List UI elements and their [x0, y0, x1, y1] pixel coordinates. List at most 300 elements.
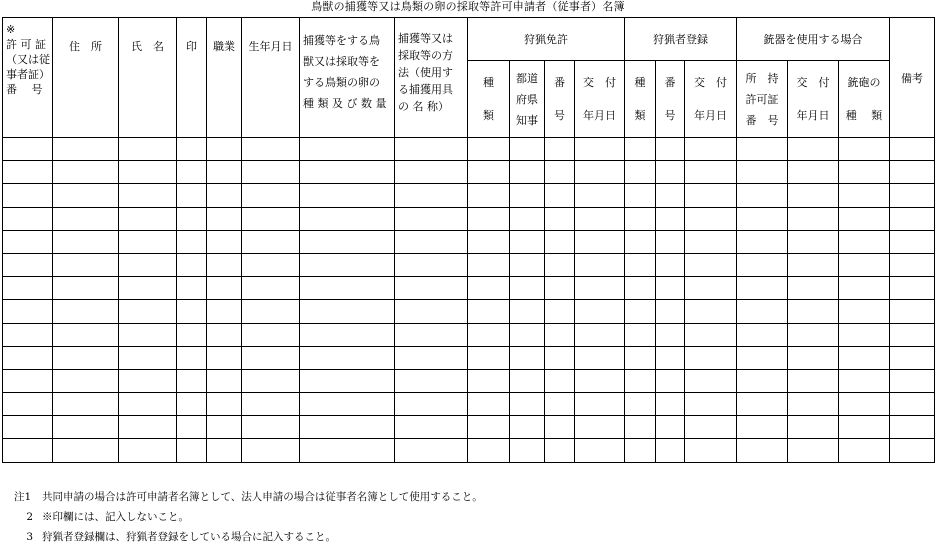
entry-cell[interactable]: [575, 207, 625, 230]
entry-cell[interactable]: [737, 161, 788, 184]
entry-cell[interactable]: [242, 346, 300, 369]
entry-cell[interactable]: [890, 323, 935, 346]
entry-cell[interactable]: [242, 439, 300, 462]
entry-cell[interactable]: [300, 207, 395, 230]
entry-cell[interactable]: [53, 161, 119, 184]
header-line: 交 付: [796, 76, 830, 89]
entry-cell[interactable]: [685, 184, 737, 207]
header-line: 年月日: [583, 109, 616, 122]
entry-cell[interactable]: [545, 207, 575, 230]
entry-cell[interactable]: [575, 184, 625, 207]
entry-cell[interactable]: [788, 323, 839, 346]
entry-cell[interactable]: [839, 393, 890, 416]
entry-cell[interactable]: [545, 300, 575, 323]
entry-cell[interactable]: [300, 161, 395, 184]
entry-cell[interactable]: [177, 369, 207, 392]
entry-cell[interactable]: [242, 161, 300, 184]
entry-cell[interactable]: [575, 416, 625, 439]
entry-cell[interactable]: [545, 138, 575, 161]
header-line: 許可証: [745, 92, 779, 106]
entry-cell[interactable]: [177, 439, 207, 462]
entry-cell[interactable]: [788, 161, 839, 184]
entry-cell[interactable]: [468, 161, 510, 184]
entry-row: [3, 277, 935, 300]
entry-cell[interactable]: [575, 393, 625, 416]
entry-cell[interactable]: [625, 393, 656, 416]
header-occupation: 職業: [207, 18, 242, 138]
entry-cell[interactable]: [839, 253, 890, 276]
entry-cell[interactable]: [839, 138, 890, 161]
entry-cell[interactable]: [242, 393, 300, 416]
entry-cell[interactable]: [685, 138, 737, 161]
header-seal: 印: [177, 18, 207, 138]
header-line: 府県: [516, 92, 538, 106]
entry-cell[interactable]: [177, 277, 207, 300]
entry-cell[interactable]: [656, 393, 685, 416]
entry-cell[interactable]: [3, 184, 53, 207]
entry-cell[interactable]: [242, 253, 300, 276]
entry-cell[interactable]: [300, 439, 395, 462]
entry-cell[interactable]: [685, 161, 737, 184]
page-title: 鳥獣の捕獲等又は鳥類の卵の採取等許可申請者（従事者）名簿: [311, 0, 625, 13]
entry-cell[interactable]: [119, 184, 177, 207]
entry-cell[interactable]: [53, 346, 119, 369]
entry-cell[interactable]: [545, 161, 575, 184]
entry-cell[interactable]: [468, 277, 510, 300]
entry-cell[interactable]: [242, 230, 300, 253]
entry-cell[interactable]: [53, 277, 119, 300]
note-number: 2: [26, 511, 33, 523]
entry-cell[interactable]: [177, 346, 207, 369]
entry-cell[interactable]: [177, 207, 207, 230]
entry-cell[interactable]: [625, 346, 656, 369]
entry-cell[interactable]: [575, 230, 625, 253]
entry-cell[interactable]: [737, 393, 788, 416]
entry-cell[interactable]: [3, 416, 53, 439]
entry-cell[interactable]: [575, 161, 625, 184]
entry-cell[interactable]: [510, 300, 545, 323]
entry-cell[interactable]: [207, 369, 242, 392]
entry-cell[interactable]: [737, 184, 788, 207]
entry-cell[interactable]: [300, 300, 395, 323]
entry-cell[interactable]: [788, 184, 839, 207]
entry-cell[interactable]: [839, 300, 890, 323]
entry-cell[interactable]: [737, 138, 788, 161]
entry-cell[interactable]: [788, 253, 839, 276]
entry-cell[interactable]: [788, 300, 839, 323]
entry-cell[interactable]: [685, 277, 737, 300]
entry-cell[interactable]: [207, 393, 242, 416]
entry-cell[interactable]: [788, 416, 839, 439]
entry-cell[interactable]: [468, 323, 510, 346]
entry-cell[interactable]: [207, 323, 242, 346]
entry-cell[interactable]: [395, 323, 468, 346]
entry-cell[interactable]: [737, 300, 788, 323]
entry-cell[interactable]: [242, 184, 300, 207]
entry-cell[interactable]: [737, 253, 788, 276]
header-line: 交 付: [583, 76, 616, 89]
entry-cell[interactable]: [656, 416, 685, 439]
entry-cell[interactable]: [656, 369, 685, 392]
entry-cell[interactable]: [207, 277, 242, 300]
entry-cell[interactable]: [119, 439, 177, 462]
entry-cell[interactable]: [788, 277, 839, 300]
entry-cell[interactable]: [207, 439, 242, 462]
entry-cell[interactable]: [510, 393, 545, 416]
entry-cell[interactable]: [737, 369, 788, 392]
entry-cell[interactable]: [119, 207, 177, 230]
entry-cell[interactable]: [890, 253, 935, 276]
entry-cell[interactable]: [177, 393, 207, 416]
entry-cell[interactable]: [207, 161, 242, 184]
entry-cell[interactable]: [468, 416, 510, 439]
entry-cell[interactable]: [207, 230, 242, 253]
entry-cell[interactable]: [3, 369, 53, 392]
entry-cell[interactable]: [656, 346, 685, 369]
header-line: 号: [664, 109, 676, 122]
entry-cell[interactable]: [839, 323, 890, 346]
entry-cell[interactable]: [575, 253, 625, 276]
entry-cell[interactable]: [207, 300, 242, 323]
entry-cell[interactable]: [656, 161, 685, 184]
entry-cell[interactable]: [656, 277, 685, 300]
entry-cell[interactable]: [300, 416, 395, 439]
entry-cell[interactable]: [685, 323, 737, 346]
entry-cell[interactable]: [545, 184, 575, 207]
entry-cell[interactable]: [685, 346, 737, 369]
entry-cell[interactable]: [575, 369, 625, 392]
entry-cell[interactable]: [788, 230, 839, 253]
entry-cell[interactable]: [788, 393, 839, 416]
entry-cell[interactable]: [685, 416, 737, 439]
entry-cell[interactable]: [177, 253, 207, 276]
entry-cell[interactable]: [300, 277, 395, 300]
entry-cell[interactable]: [625, 323, 656, 346]
entry-cell[interactable]: [839, 416, 890, 439]
header-method-line: 捕獲等又は: [398, 32, 453, 45]
entry-cell[interactable]: [737, 277, 788, 300]
entry-cell[interactable]: [510, 161, 545, 184]
entry-cell[interactable]: [53, 207, 119, 230]
entry-cell[interactable]: [890, 207, 935, 230]
entry-cell[interactable]: [468, 393, 510, 416]
entry-cell[interactable]: [625, 253, 656, 276]
entry-cell[interactable]: [3, 323, 53, 346]
entry-cell[interactable]: [3, 277, 53, 300]
entry-cell[interactable]: [788, 346, 839, 369]
entry-cell[interactable]: [3, 230, 53, 253]
entry-cell[interactable]: [575, 277, 625, 300]
entry-cell[interactable]: [242, 138, 300, 161]
entry-cell[interactable]: [395, 439, 468, 462]
entry-cell[interactable]: [890, 230, 935, 253]
entry-cell[interactable]: [656, 323, 685, 346]
entry-row: [3, 323, 935, 346]
entry-cell[interactable]: [890, 346, 935, 369]
entry-cell[interactable]: [242, 277, 300, 300]
entry-cell[interactable]: [545, 277, 575, 300]
entry-cell[interactable]: [177, 230, 207, 253]
entry-cell[interactable]: [656, 184, 685, 207]
entry-cell[interactable]: [625, 184, 656, 207]
entry-cell[interactable]: [242, 300, 300, 323]
entry-cell[interactable]: [119, 393, 177, 416]
entry-cell[interactable]: [737, 207, 788, 230]
entry-cell[interactable]: [177, 416, 207, 439]
entry-cell[interactable]: [545, 230, 575, 253]
entry-cell[interactable]: [242, 207, 300, 230]
entry-cell[interactable]: [656, 439, 685, 462]
note-number: 3: [26, 531, 33, 543]
note-item: [14, 487, 483, 507]
entry-cell[interactable]: [53, 253, 119, 276]
entry-cell[interactable]: [395, 161, 468, 184]
entry-cell[interactable]: [510, 207, 545, 230]
entry-cell[interactable]: [656, 253, 685, 276]
entry-cell[interactable]: [656, 138, 685, 161]
entry-cell[interactable]: [395, 416, 468, 439]
entry-cell[interactable]: [177, 138, 207, 161]
entry-cell[interactable]: [177, 184, 207, 207]
entry-cell[interactable]: [625, 207, 656, 230]
entry-cell[interactable]: [890, 277, 935, 300]
entry-cell[interactable]: [468, 207, 510, 230]
entry-cell[interactable]: [545, 323, 575, 346]
header-line: 類: [483, 109, 494, 122]
header-line: 所 持: [745, 71, 779, 85]
entry-cell[interactable]: [3, 346, 53, 369]
entry-cell[interactable]: [468, 369, 510, 392]
entry-cell[interactable]: [177, 300, 207, 323]
entry-cell[interactable]: [3, 300, 53, 323]
entry-cell[interactable]: [468, 346, 510, 369]
entry-row: [3, 393, 935, 416]
header-line: 知事: [516, 113, 538, 127]
entry-cell[interactable]: [625, 161, 656, 184]
permit-number-mark: ※: [6, 23, 16, 36]
entry-cell[interactable]: [625, 300, 656, 323]
entry-cell[interactable]: [685, 253, 737, 276]
header-registration-number: [656, 61, 685, 138]
header-license-issue-date: [575, 61, 625, 138]
entry-cell[interactable]: [3, 138, 53, 161]
entry-cell[interactable]: [119, 323, 177, 346]
entry-cell[interactable]: [3, 393, 53, 416]
entry-cell[interactable]: [207, 184, 242, 207]
entry-cell[interactable]: [3, 161, 53, 184]
entry-cell[interactable]: [119, 253, 177, 276]
entry-cell[interactable]: [53, 184, 119, 207]
entry-cell[interactable]: [395, 253, 468, 276]
entry-cell[interactable]: [242, 416, 300, 439]
entry-cell[interactable]: [53, 230, 119, 253]
header-address: 住 所: [53, 18, 119, 138]
entry-cell[interactable]: [119, 138, 177, 161]
entry-cell[interactable]: [207, 207, 242, 230]
entry-cell[interactable]: [575, 346, 625, 369]
entry-cell[interactable]: [890, 138, 935, 161]
entry-cell[interactable]: [395, 230, 468, 253]
entry-cell[interactable]: [890, 416, 935, 439]
entry-cell[interactable]: [207, 346, 242, 369]
entry-cell[interactable]: [119, 300, 177, 323]
entry-cell[interactable]: [119, 416, 177, 439]
entry-cell[interactable]: [685, 369, 737, 392]
entry-cell[interactable]: [839, 277, 890, 300]
header-permit-number-line: 許 可 証: [6, 38, 46, 51]
entry-cell[interactable]: [510, 277, 545, 300]
entry-cell[interactable]: [395, 184, 468, 207]
entry-cell[interactable]: [395, 300, 468, 323]
entry-cell[interactable]: [53, 323, 119, 346]
entry-cell[interactable]: [737, 439, 788, 462]
entry-cell[interactable]: [788, 207, 839, 230]
entry-cell[interactable]: [300, 230, 395, 253]
header-firearm-permit-number: [737, 61, 788, 138]
entry-cell[interactable]: [545, 393, 575, 416]
entry-cell[interactable]: [575, 323, 625, 346]
entry-cell[interactable]: [468, 300, 510, 323]
entry-cell[interactable]: [575, 300, 625, 323]
header-line: 銃砲の: [847, 76, 881, 89]
entry-cell[interactable]: [119, 230, 177, 253]
entry-cell[interactable]: [625, 416, 656, 439]
header-license-type: [468, 61, 510, 138]
entry-cell[interactable]: [839, 184, 890, 207]
entry-cell[interactable]: [545, 416, 575, 439]
entry-cell[interactable]: [737, 416, 788, 439]
entry-cell[interactable]: [685, 300, 737, 323]
entry-cell[interactable]: [737, 346, 788, 369]
entry-cell[interactable]: [839, 439, 890, 462]
entry-cell[interactable]: [119, 346, 177, 369]
entry-cell[interactable]: [300, 184, 395, 207]
entry-cell[interactable]: [468, 138, 510, 161]
entry-cell[interactable]: [3, 207, 53, 230]
entry-cell[interactable]: [53, 369, 119, 392]
entry-row: [3, 230, 935, 253]
entry-cell[interactable]: [53, 138, 119, 161]
entry-cell[interactable]: [625, 369, 656, 392]
entry-cell[interactable]: [468, 184, 510, 207]
header-license-prefecture: [510, 61, 545, 138]
entry-cell[interactable]: [625, 138, 656, 161]
entry-cell[interactable]: [788, 369, 839, 392]
entry-cell[interactable]: [395, 138, 468, 161]
entry-cell[interactable]: [395, 393, 468, 416]
entry-cell[interactable]: [119, 277, 177, 300]
entry-cell[interactable]: [242, 323, 300, 346]
entry-cell[interactable]: [788, 439, 839, 462]
entry-cell[interactable]: [839, 207, 890, 230]
entry-cell[interactable]: [510, 439, 545, 462]
entry-cell[interactable]: [53, 300, 119, 323]
entry-cell[interactable]: [890, 184, 935, 207]
entry-cell[interactable]: [510, 323, 545, 346]
header-method-line: 採取等の方: [398, 49, 453, 62]
entry-cell[interactable]: [545, 439, 575, 462]
entry-cell[interactable]: [53, 416, 119, 439]
entry-cell[interactable]: [177, 161, 207, 184]
entry-cell[interactable]: [53, 439, 119, 462]
entry-cell[interactable]: [839, 369, 890, 392]
entry-cell[interactable]: [53, 393, 119, 416]
entry-cell[interactable]: [395, 207, 468, 230]
entry-cell[interactable]: [890, 161, 935, 184]
entry-cell[interactable]: [890, 393, 935, 416]
entry-cell[interactable]: [545, 346, 575, 369]
entry-cell[interactable]: [625, 439, 656, 462]
entry-cell[interactable]: [300, 393, 395, 416]
entry-cell[interactable]: [839, 161, 890, 184]
entry-cell[interactable]: [839, 230, 890, 253]
entry-cell[interactable]: [510, 346, 545, 369]
entry-cell[interactable]: [890, 439, 935, 462]
entry-cell[interactable]: [468, 439, 510, 462]
entry-cell[interactable]: [788, 138, 839, 161]
entry-cell[interactable]: [737, 230, 788, 253]
entry-cell[interactable]: [839, 346, 890, 369]
entry-cell[interactable]: [656, 300, 685, 323]
entry-cell[interactable]: [300, 369, 395, 392]
entry-cell[interactable]: [890, 300, 935, 323]
entry-cell[interactable]: [395, 346, 468, 369]
entry-cell[interactable]: [625, 277, 656, 300]
entry-cell[interactable]: [510, 369, 545, 392]
entry-row: [3, 253, 935, 276]
entry-cell[interactable]: [300, 138, 395, 161]
entry-cell[interactable]: [119, 161, 177, 184]
entry-cell[interactable]: [737, 323, 788, 346]
entry-cell[interactable]: [242, 369, 300, 392]
entry-cell[interactable]: [656, 207, 685, 230]
entry-cell[interactable]: [575, 138, 625, 161]
header-line: 都道: [516, 71, 538, 85]
entry-cell[interactable]: [395, 369, 468, 392]
entry-cell[interactable]: [510, 184, 545, 207]
entry-cell[interactable]: [510, 253, 545, 276]
header-permit-number-line: 事者証）: [6, 68, 50, 81]
entry-cell[interactable]: [510, 230, 545, 253]
entry-cell[interactable]: [3, 439, 53, 462]
entry-cell[interactable]: [207, 253, 242, 276]
entry-cell[interactable]: [300, 323, 395, 346]
entry-cell[interactable]: [468, 230, 510, 253]
entry-cell[interactable]: [685, 393, 737, 416]
entry-cell[interactable]: [545, 369, 575, 392]
entry-cell[interactable]: [510, 138, 545, 161]
entry-cell[interactable]: [545, 253, 575, 276]
entry-cell[interactable]: [625, 230, 656, 253]
entry-cell[interactable]: [575, 439, 625, 462]
entry-cell[interactable]: [468, 253, 510, 276]
entry-cell[interactable]: [685, 230, 737, 253]
entry-cell[interactable]: [207, 416, 242, 439]
entry-cell[interactable]: [207, 138, 242, 161]
entry-cell[interactable]: [3, 253, 53, 276]
entry-cell[interactable]: [685, 207, 737, 230]
entry-cell[interactable]: [300, 253, 395, 276]
entry-cell[interactable]: [685, 439, 737, 462]
entry-cell[interactable]: [656, 230, 685, 253]
entry-cell[interactable]: [395, 277, 468, 300]
entry-cell[interactable]: [119, 369, 177, 392]
header-line: 種: [483, 76, 494, 89]
entry-cell[interactable]: [510, 416, 545, 439]
entry-cell[interactable]: [890, 369, 935, 392]
entry-cell[interactable]: [300, 346, 395, 369]
entry-cell[interactable]: [177, 323, 207, 346]
